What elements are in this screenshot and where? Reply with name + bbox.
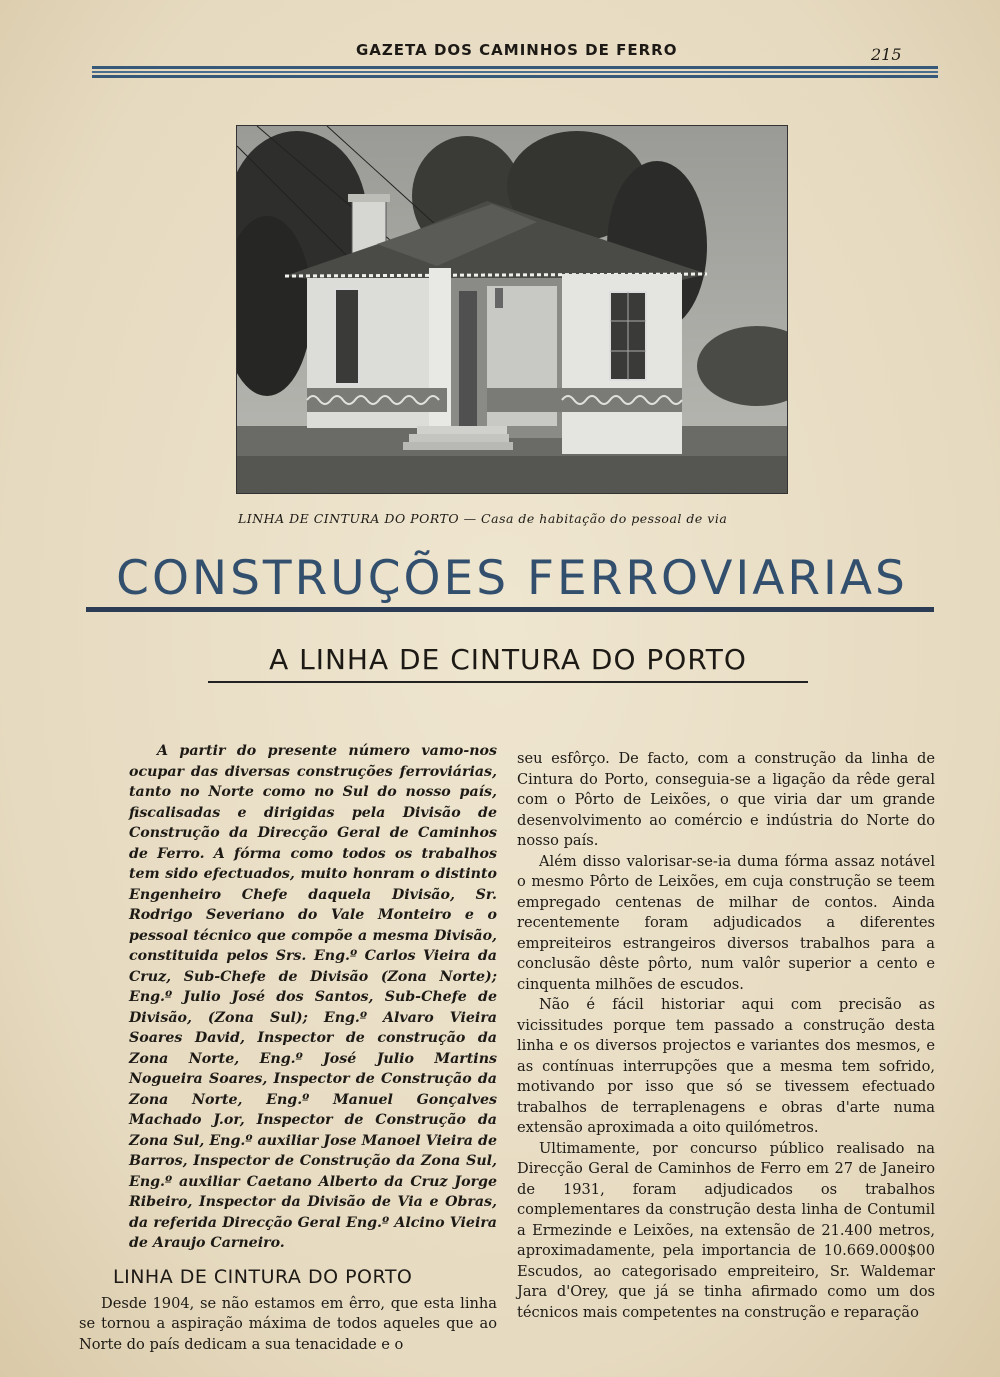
title-rule	[86, 607, 934, 612]
magazine-header-title: GAZETA DOS CAMINHOS DE FERRO	[356, 41, 678, 59]
body-paragraph: seu esfôrço. De facto, com a construção da linha de Cintura do Porto, conseguia-se a ligação da rêde geral com o Pôrto de Leixões, o que viria dar um grande desenvolvimento ao comércio e indústria do Norte do nosso país.	[517, 750, 935, 849]
section-heading: LINHA DE CINTURA DO PORTO	[113, 1265, 413, 1288]
article-subtitle: A LINHA DE CINTURA DO PORTO	[269, 643, 747, 676]
body-paragraph: Desde 1904, se não estamos em êrro, que esta linha se tornou a aspiração máxima de todos aqueles que ao Norte do país dedicam a sua tenacidade e o	[79, 1294, 497, 1353]
page-number: 215	[871, 45, 902, 64]
article-title: CONSTRUÇÕES FERROVIARIAS	[116, 551, 908, 606]
subtitle-rule	[208, 681, 808, 683]
house-photo	[236, 125, 788, 494]
body-paragraph: Não é fácil historiar aqui com precisão as vicissitudes porque tem passado a construção desta linha e os diversos projectos e variantes dos mesmos, e as contínuas interrupções que a mesma tem sofrido, motivando por isso que só se tivessem efectuado trabalhos de terraplenagens e obras d'arte numa extensão aproximada a oito quilómetros.	[517, 996, 935, 1136]
body-paragraph: Além disso valorisar-se-ia duma fórma assaz notável o mesmo Pôrto de Leixões, em cuja construção se teem empregado centenas de milhar de contos. Ainda recentemente foram adjudicados a diferentes empreiteiros estrangeiros diversos trabalhos para a conclusão dêste pôrto, num valôr superior a cento e cinquenta milhões de escudos.	[517, 852, 935, 993]
body-paragraph: Ultimamente, por concurso público realisado na Direcção Geral de Caminhos de Ferro em 27 de Janeiro de 1931, foram adjudicados os trabalhos complementares da construção desta linha de Contumil a Ermezinde e Leixões, na extensão de 21.400 metros, aproximadamente, pela importancia de 10.669.000$00 Escudos, ao categorisado empreiteiro, Sr. Waldemar Jara d'Orey, que já se tinha afirmado como um dos técnicos mais competentes na construção e reparação	[517, 1139, 935, 1321]
intro-paragraph: A partir do presente número vamo-nos ocupar das diversas construções ferroviárias, tanto no Norte como no Sul do nosso país, fiscalisadas e dirigidas pela Divisão de Construção da Direcção Geral de Caminhos de Ferro. A fórma como todos os trabalhos tem sido efectuados, muito honram o distinto Engenheiro Chefe daquela Divisão, Sr. Rodrigo Severiano do Vale Monteiro e o pessoal técnico que compõe a mesma Divisão, constituida pelos Srs. Eng.º Carlos Vieira da Cruz, Sub-Chefe de Divisão (Zona Norte); Eng.º Julio José dos Santos, Sub-Chefe de Divisão, (Zona Sul); Eng.º Alvaro Vieira Soares David, Inspector de construção da Zona Norte, Eng.º José Julio Martins Nogueira Soares, Inspector de Construção da Zona Norte, Eng.º Manuel Gonçalves Machado J.or, Inspector de Construção da Zona Sul, Eng.º auxiliar Jose Manoel Vieira de Barros, Inspector de Construção da Zona Sul, Eng.º auxiliar Caetano Alberto da Cruz Jorge Ribeiro, Inspector da Divisão de Via e Obras, da referida Direcção Geral Eng.º Alcino Vieira de Araujo Carneiro.	[129, 743, 497, 1251]
right-column	[517, 749, 935, 1323]
photo-caption: LINHA DE CINTURA DO PORTO — Casa de habitação do pessoal de via	[238, 511, 728, 526]
header-rule	[92, 66, 938, 78]
left-column	[79, 741, 497, 1355]
